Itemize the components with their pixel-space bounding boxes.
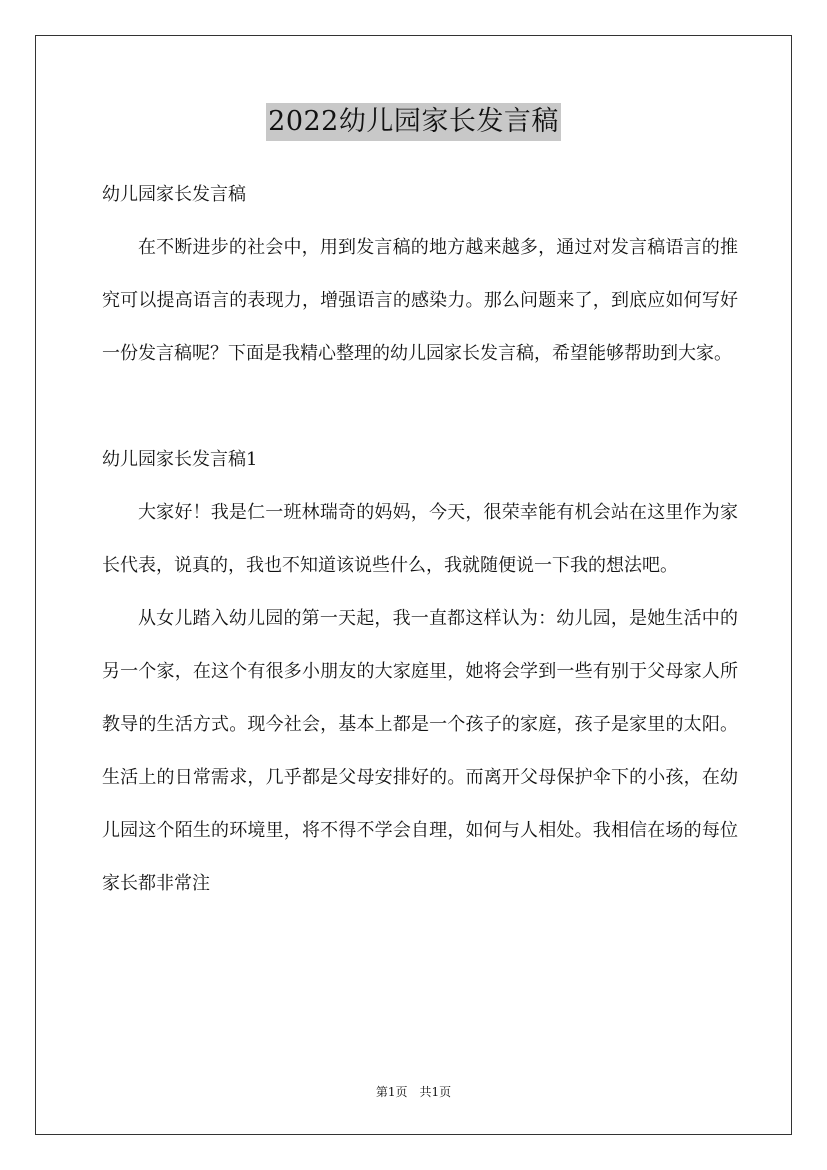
section-heading-speech-1: 幼儿园家长发言稿1 <box>102 449 258 470</box>
document-body <box>102 168 738 910</box>
section-spacer <box>102 380 738 433</box>
document-title: 2022幼儿园家长发言稿 <box>266 103 561 141</box>
speech-paragraph-1: 大家好！我是仁一班林瑞奇的妈妈，今天，很荣幸能有机会站在这里作为家长代表，说真的，我也不知道该说些什么，我就随便说一下我的想法吧。 <box>102 502 738 576</box>
page-footer <box>0 1084 827 1100</box>
page-number-total: 共1页 <box>419 1085 452 1099</box>
title-container <box>0 103 827 141</box>
intro-paragraph: 在不断进步的社会中，用到发言稿的地方越来越多，通过对发言稿语言的推究可以提高语言的表现力，增强语言的感染力。那么问题来了，到底应如何写好一份发言稿呢？下面是我精心整理的幼儿园家长发言稿，希望能够帮助到大家。 <box>102 237 738 364</box>
section-heading-intro: 幼儿园家长发言稿 <box>102 184 246 205</box>
speech-paragraph-2: 从女儿踏入幼儿园的第一天起，我一直都这样认为：幼儿园，是她生活中的另一个家，在这个有很多小朋友的大家庭里，她将会学到一些有别于父母家人所教导的生活方式。现今社会，基本上都是一个孩子的家庭，孩子是家里的太阳。生活上的日常需求，几乎都是父母安排好的。而离开父母保护伞下的小孩，在幼儿园这个陌生的环境里，将不得不学会自理，如何与人相处。我相信在场的每位家长都非常注 <box>102 608 738 894</box>
page-number-current: 第1页 <box>375 1085 408 1099</box>
